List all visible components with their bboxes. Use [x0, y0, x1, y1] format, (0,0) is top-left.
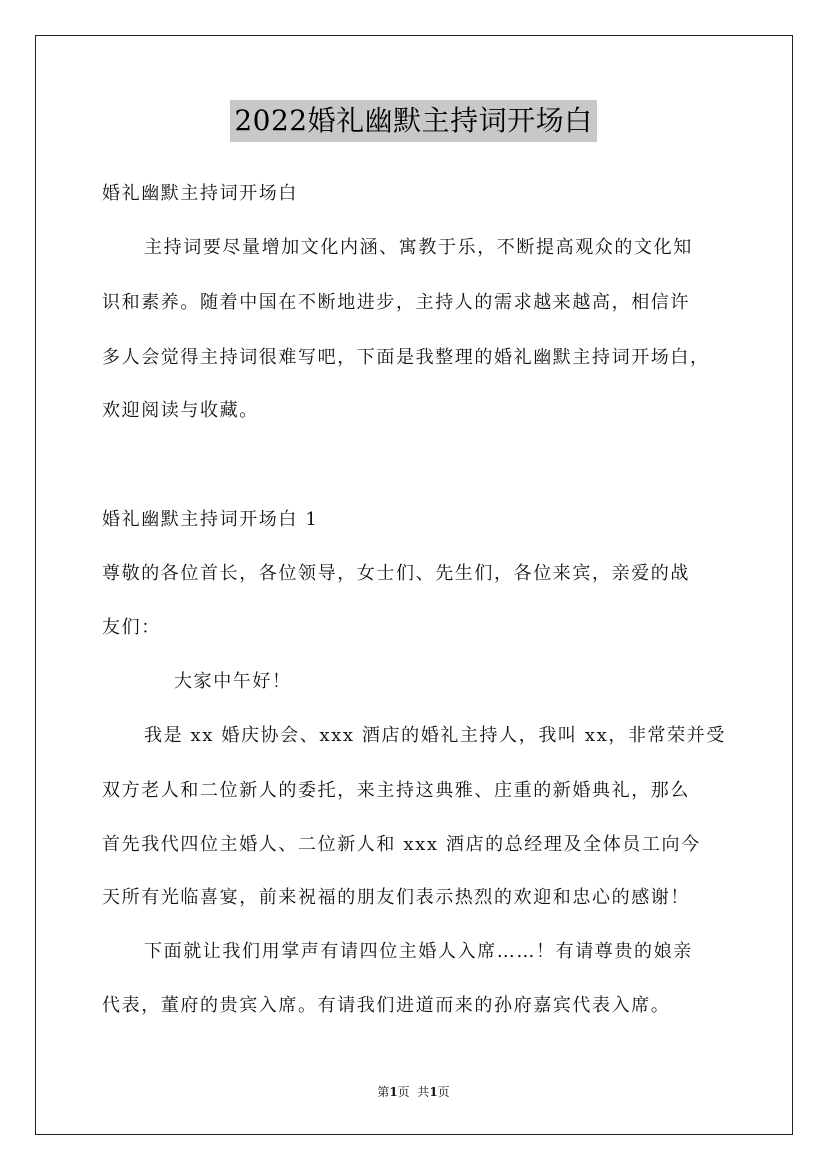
- body-paragraph-line: 友们：: [102, 617, 161, 638]
- footer-page-suffix: 页: [437, 1085, 450, 1099]
- intro-paragraph-line: 多人会觉得主持词很难写吧，下面是我整理的婚礼幽默主持词开场白，: [102, 347, 710, 368]
- subtitle: 婚礼幽默主持词开场白: [102, 183, 298, 204]
- body-paragraph-line: 双方老人和二位新人的委托，来主持这典雅、庄重的新婚典礼，那么: [102, 780, 690, 801]
- section-heading: 婚礼幽默主持词开场白 1: [102, 509, 319, 530]
- intro-paragraph-line: 欢迎阅读与收藏。: [102, 400, 259, 421]
- body-paragraph-line: 天所有光临喜宴，前来祝福的朋友们表示热烈的欢迎和忠心的感谢！: [102, 887, 690, 908]
- footer-page-total: 1: [429, 1085, 438, 1099]
- body-paragraph-line: 首先我代四位主婚人、二位新人和 xxx 酒店的总经理及全体员工向今: [102, 834, 701, 855]
- body-paragraph-line: 下面就让我们用掌声有请四位主婚人入席……！有请尊贵的娘亲: [144, 941, 693, 962]
- body-paragraph-line: 尊敬的各位首长，各位领导，女士们、先生们，各位来宾，亲爱的战: [102, 563, 690, 584]
- body-paragraph-line: 我是 xx 婚庆协会、xxx 酒店的婚礼主持人，我叫 xx，非常荣并受: [144, 725, 726, 746]
- greeting-line: 大家中午好！: [174, 671, 292, 692]
- footer-page-prefix: 第: [377, 1085, 390, 1099]
- intro-paragraph-line: 主持词要尽量增加文化内涵、寓教于乐，不断提高观众的文化知: [144, 237, 693, 258]
- title-wrap: [0, 100, 827, 142]
- intro-paragraph-line: 识和素养。随着中国在不断地进步，主持人的需求越来越高，相信许: [102, 292, 690, 313]
- page-footer: [0, 1083, 827, 1101]
- footer-page-mid: 页 共: [397, 1085, 430, 1099]
- footer-page-number: 1: [389, 1085, 398, 1099]
- body-paragraph-line: 代表，董府的贵宾入席。有请我们进道而来的孙府嘉宾代表入席。: [102, 995, 671, 1016]
- document-title: 2022婚礼幽默主持词开场白: [230, 100, 596, 142]
